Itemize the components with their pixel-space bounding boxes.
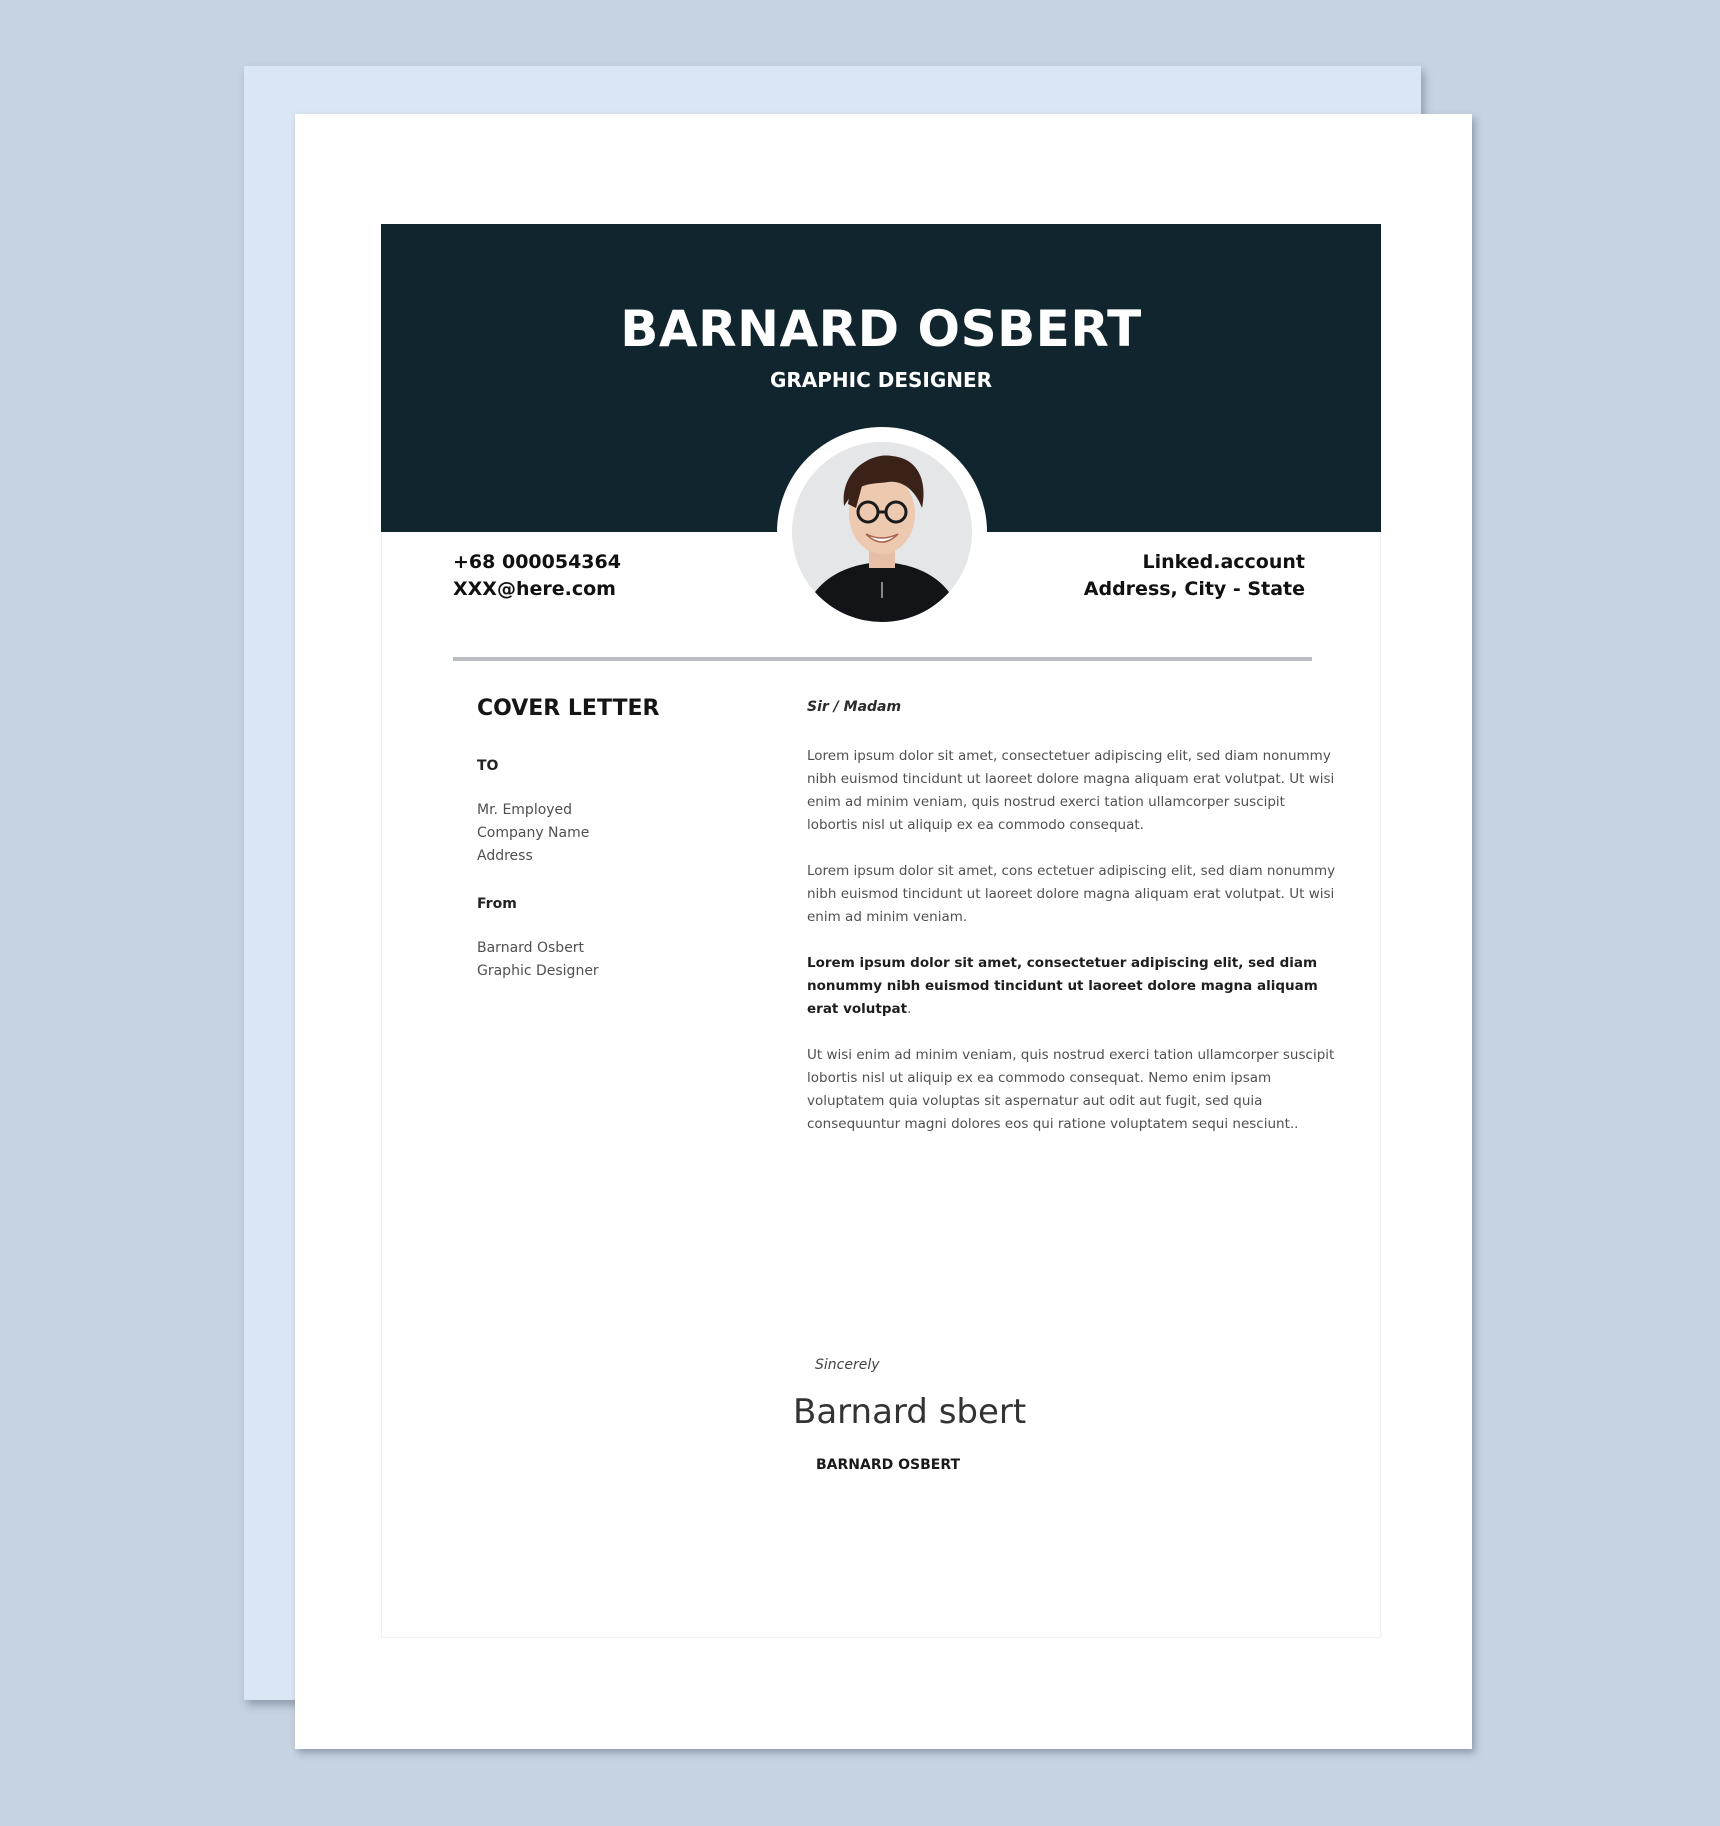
- closing-phrase: Sincerely: [815, 1357, 880, 1373]
- sender-block: [477, 937, 599, 983]
- cover-letter-heading: COVER LETTER: [477, 696, 660, 721]
- applicant-title: GRAPHIC DESIGNER: [769, 368, 993, 392]
- cover-letter-page: [295, 114, 1472, 1749]
- email-address: XXX@here.com: [453, 578, 616, 600]
- linkedin-account: Linked.account: [1142, 551, 1305, 573]
- recipient-block: [477, 799, 589, 868]
- sender-title: Graphic Designer: [477, 963, 599, 979]
- sender-name: Barnard Osbert: [477, 940, 585, 956]
- letter-paragraph-3: [807, 952, 1337, 1021]
- letter-paragraph-2: Lorem ipsum dolor sit amet, cons ectetuer adipiscing elit, sed diam nonummy nibh euismod tincidunt ut laoreet dolore magna aliquam erat volutpat. Ut wisi enim ad minim veniam.: [807, 863, 1336, 925]
- letter-paragraph-3-bold: Lorem ipsum dolor sit amet, consectetuer adipiscing elit, sed diam nonummy nibh euismod tincidunt ut laoreet dolore magna aliquam erat volutpat: [807, 955, 1318, 1017]
- signature: Barnard sbert: [793, 1392, 1027, 1432]
- from-label: From: [477, 896, 517, 912]
- section-divider: [453, 657, 1312, 661]
- phone-number: +68 000054364: [453, 551, 621, 573]
- recipient-address: Address: [477, 848, 533, 864]
- contact-left: [453, 549, 621, 603]
- letter-paragraph-1: Lorem ipsum dolor sit amet, consectetuer adipiscing elit, sed diam nonummy nibh euismod tincidunt ut laoreet dolore magna aliquam erat volutpat. Ut wisi enim ad minim veniam, quis nostrud exerci tation ullamcorper suscipit lobortis nisl ut aliquip ex ea commodo consequat.: [807, 748, 1335, 833]
- postal-address: Address, City - State: [1083, 578, 1305, 600]
- recipient-name: Mr. Employed: [477, 802, 573, 818]
- contact-right: [1055, 549, 1305, 603]
- letter-paragraph-3-end: .: [907, 1001, 912, 1017]
- salutation: Sir / Madam: [807, 699, 902, 715]
- profile-photo-illustration: [792, 442, 972, 622]
- applicant-name: BARNARD OSBERT: [620, 300, 1142, 358]
- to-label: TO: [477, 758, 499, 774]
- recipient-company: Company Name: [477, 825, 590, 841]
- signature-name: BARNARD OSBERT: [816, 1457, 961, 1473]
- profile-photo: [792, 442, 972, 622]
- letter-paragraph-4: Ut wisi enim ad minim veniam, quis nostrud exerci tation ullamcorper suscipit lobortis nisl ut aliquip ex ea commodo consequat. Nemo enim ipsam voluptatem quia voluptas sit aspernatur aut odit aut fugit, sed quia consequuntur magni dolores eos qui ratione voluptatem sequi nesciunt..: [807, 1047, 1335, 1132]
